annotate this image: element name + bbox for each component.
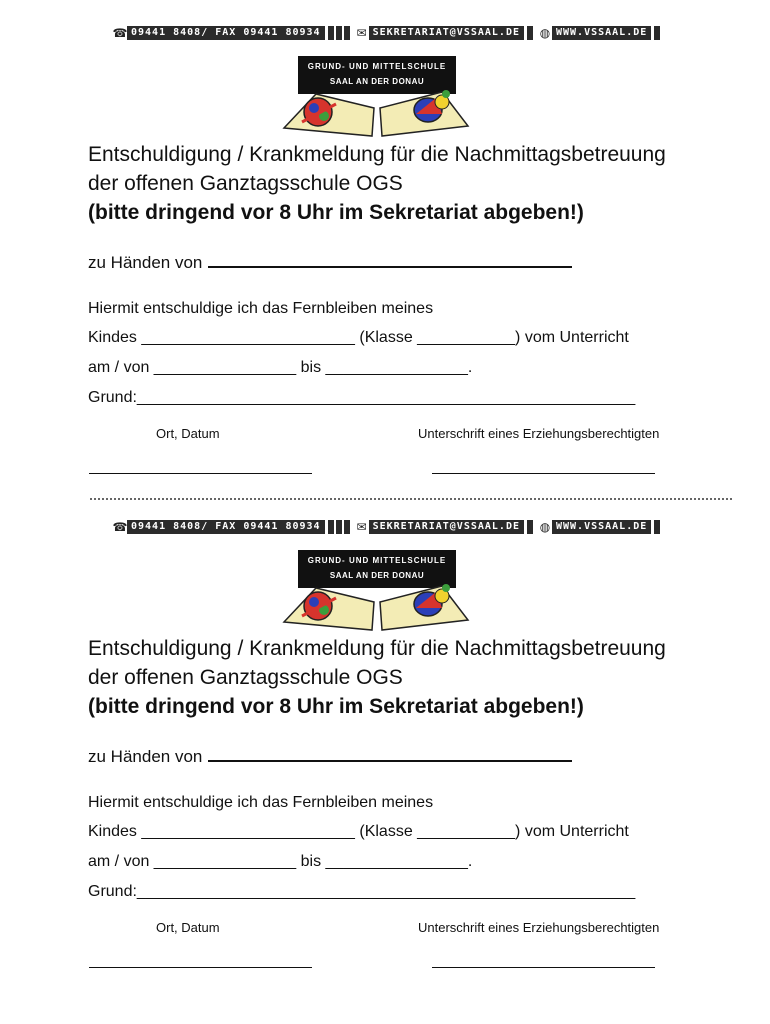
reason-field[interactable]: Grund:________________________________________________________ (88, 883, 636, 900)
child-class-field[interactable]: Kindes ________________________ (Klasse ___________) vom Unterricht (88, 823, 629, 840)
form-title (88, 140, 748, 227)
logo-school-type: GRUND- UND MITTELSCHULE (307, 556, 447, 565)
school-logo (276, 550, 476, 630)
header-separator (328, 26, 352, 40)
email-text: SEKRETARIAT@VSSAAL.DE (369, 26, 524, 40)
phone-icon: ☎ (112, 520, 128, 534)
mail-icon: ✉ (356, 520, 367, 534)
logo-school-place: SAAL AN DER DONAU (329, 77, 425, 86)
open-book-icon (276, 84, 476, 138)
logo-school-place: SAAL AN DER DONAU (329, 571, 425, 580)
header-separator (328, 520, 352, 534)
signature-line[interactable] (432, 473, 655, 474)
excuse-form-bottom (0, 512, 770, 1002)
title-line-1: Entschuldigung / Krankmeldung für die Nachmittagsbetreuung (88, 637, 666, 660)
phone-fax-text: 09441 8408/ FAX 09441 80934 (127, 520, 325, 534)
recipient-label: zu Händen von (88, 747, 203, 766)
email-text: SEKRETARIAT@VSSAAL.DE (369, 520, 524, 534)
date-range-field[interactable]: am / von ________________ bis ________________. (88, 853, 473, 870)
header-separator (527, 520, 535, 534)
place-date-label: Ort, Datum (156, 920, 220, 935)
mail-icon: ✉ (356, 26, 367, 40)
intro-text: Hiermit entschuldige ich das Fernbleiben meines (88, 794, 434, 811)
recipient-label: zu Händen von (88, 253, 203, 272)
contact-header (113, 520, 709, 534)
website-text: WWW.VSSAAL.DE (552, 520, 651, 534)
header-separator (654, 520, 662, 534)
place-date-line[interactable] (89, 473, 312, 474)
place-date-line[interactable] (89, 967, 312, 968)
reason-field[interactable]: Grund:________________________________________________________ (88, 389, 636, 406)
form-title (88, 634, 748, 721)
title-line-2: der offenen Ganztagsschule OGS (88, 172, 403, 195)
school-logo (276, 56, 476, 136)
signature-line[interactable] (432, 967, 655, 968)
recipient-field[interactable] (208, 252, 572, 268)
website-text: WWW.VSSAAL.DE (552, 26, 651, 40)
contact-header (113, 26, 709, 40)
title-line-2: der offenen Ganztagsschule OGS (88, 666, 403, 689)
title-line-1: Entschuldigung / Krankmeldung für die Nachmittagsbetreuung (88, 143, 666, 166)
signature-label: Unterschrift eines Erziehungsberechtigten (418, 920, 660, 935)
intro-text: Hiermit entschuldige ich das Fernbleiben meines (88, 300, 434, 317)
deadline-notice: (bitte dringend vor 8 Uhr im Sekretariat abgeben!) (88, 695, 584, 718)
cut-line (90, 498, 732, 500)
header-separator (527, 26, 535, 40)
globe-icon: ◍ (539, 520, 551, 534)
signature-label: Unterschrift eines Erziehungsberechtigten (418, 426, 660, 441)
child-class-field[interactable]: Kindes ________________________ (Klasse ___________) vom Unterricht (88, 329, 629, 346)
recipient-row (88, 746, 572, 767)
phone-fax-text: 09441 8408/ FAX 09441 80934 (127, 26, 325, 40)
excuse-form-top (0, 18, 770, 508)
place-date-label: Ort, Datum (156, 426, 220, 441)
header-separator (654, 26, 662, 40)
recipient-field[interactable] (208, 746, 572, 762)
globe-icon: ◍ (539, 26, 551, 40)
deadline-notice: (bitte dringend vor 8 Uhr im Sekretariat abgeben!) (88, 201, 584, 224)
open-book-icon (276, 578, 476, 632)
logo-school-type: GRUND- UND MITTELSCHULE (307, 62, 447, 71)
recipient-row (88, 252, 572, 273)
phone-icon: ☎ (112, 26, 128, 40)
date-range-field[interactable]: am / von ________________ bis ________________. (88, 359, 473, 376)
